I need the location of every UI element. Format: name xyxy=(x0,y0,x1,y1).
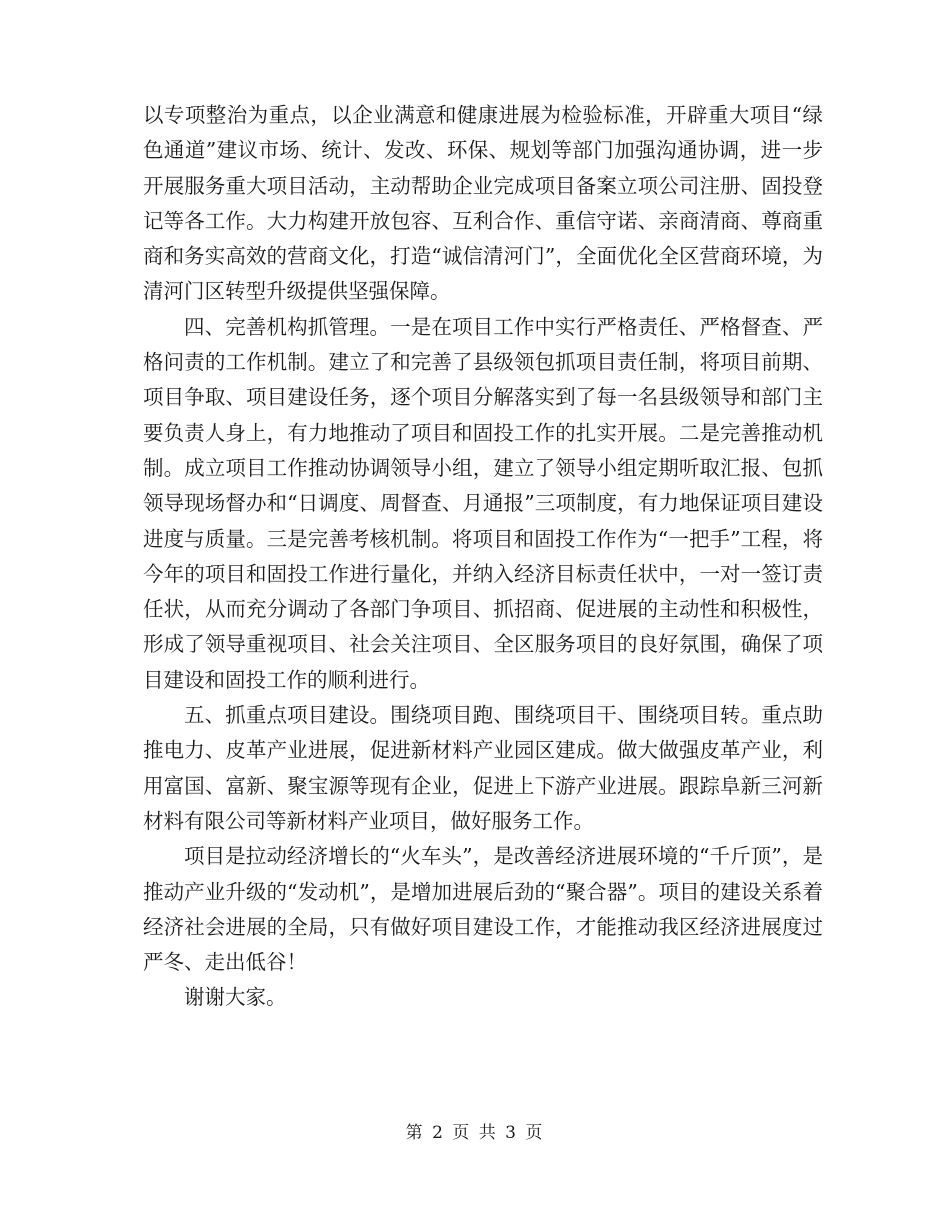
paragraph-2: 四、完善机构抓管理。一是在项目工作中实行严格责任、严格督查、严格问责的工作机制。建立了和完善了县级领包抓项目责任制，将项目前期、项目争取、项目建设任务，逐个项目分解落实到了每一名县级领导和部门主要负责人身上，有力地推动了项目和固投工作的扎实开展。二是完善推动机制。成立项目工作推动协调领导小组，建立了领导小组定期听取汇报、包抓领导现场督办和“日调度、周督查、月通报”三项制度，有力地保证项目建设进度与质量。三是完善考核机制。将项目和固投工作作为“一把手”工程，将今年的项目和固投工作进行量化，并纳入经济目标责任状中，一对一签订责任状，从而充分调动了各部门争项目、抓招商、促进展的主动性和积极性，形成了领导重视项目、社会关注项目、全区服务项目的良好氛围，确保了项目建设和固投工作的顺利进行。 xyxy=(143,314,823,692)
paragraph-5: 谢谢大家。 xyxy=(184,985,287,1010)
document-body xyxy=(143,98,823,1016)
paragraph-3: 五、抓重点项目建设。围绕项目跑、围绕项目干、围绕项目转。重点助推电力、皮革产业进展，促进新材料产业园区建成。做大做强皮革产业，利用富国、富新、聚宝源等现有企业，促进上下游产业进展。跟踪阜新三河新材料有限公司等新材料产业项目，做好服务工作。 xyxy=(143,703,823,833)
page-footer: 第 2 页 共 3 页 xyxy=(405,1123,545,1143)
paragraph-1: 以专项整治为重点，以企业满意和健康进展为检验标准，开辟重大项目“绿色通道”建议市场、统计、发改、环保、规划等部门加强沟通协调，进一步开展服务重大项目活动，主动帮助企业完成项目备案立项公司注册、固投登记等各工作。大力构建开放包容、互利合作、重信守诺、亲商清商、尊商重商和务实高效的营商文化，打造“诚信清河门”，全面优化全区营商环境，为清河门区转型升级提供坚强保障。 xyxy=(143,103,823,304)
paragraph-4: 项目是拉动经济增长的“火车头”，是改善经济进展环境的“千斤顶”，是推动产业升级的“发动机”，是增加进展后劲的“聚合器”。项目的建设关系着经济社会进展的全局，只有做好项目建设工作，才能推动我区经济进展度过严冬、走出低谷！ xyxy=(143,844,823,975)
